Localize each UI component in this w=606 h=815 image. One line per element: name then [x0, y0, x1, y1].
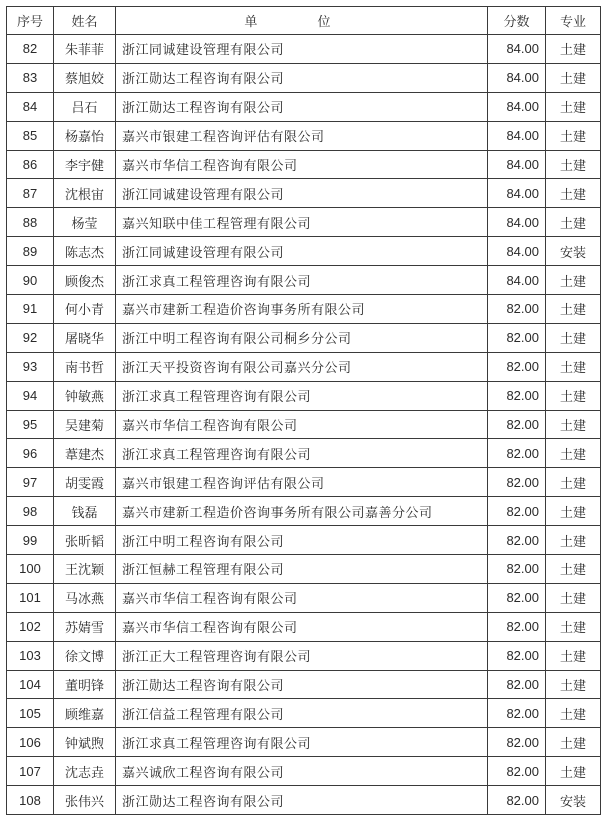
row-major: 土建	[546, 555, 601, 584]
row-num: 103	[7, 641, 54, 670]
score-list-sheet	[6, 6, 600, 810]
row-unit: 浙江恒赫工程管理有限公司	[116, 555, 488, 584]
table-row	[7, 786, 601, 815]
row-unit: 嘉兴市银建工程咨询评估有限公司	[116, 468, 488, 497]
table-row	[7, 670, 601, 699]
table-row	[7, 121, 601, 150]
header-score: 分数	[488, 7, 546, 35]
table-row	[7, 208, 601, 237]
row-score: 82.00	[488, 497, 546, 526]
row-unit: 嘉兴市华信工程咨询有限公司	[116, 410, 488, 439]
row-major: 土建	[546, 497, 601, 526]
row-num: 106	[7, 728, 54, 757]
row-unit: 浙江勋达工程咨询有限公司	[116, 670, 488, 699]
row-score: 82.00	[488, 381, 546, 410]
score-table	[6, 6, 601, 815]
row-score: 82.00	[488, 439, 546, 468]
table-row	[7, 323, 601, 352]
row-name: 沈志垚	[54, 757, 116, 786]
row-unit: 浙江求真工程管理咨询有限公司	[116, 728, 488, 757]
row-name: 马冰燕	[54, 583, 116, 612]
row-name: 董明锋	[54, 670, 116, 699]
row-major: 土建	[546, 92, 601, 121]
table-row	[7, 612, 601, 641]
header-major: 专业	[546, 7, 601, 35]
table-row	[7, 35, 601, 64]
table-row	[7, 757, 601, 786]
row-unit: 浙江信益工程管理有限公司	[116, 699, 488, 728]
row-name: 徐文博	[54, 641, 116, 670]
row-num: 93	[7, 352, 54, 381]
table-row	[7, 352, 601, 381]
row-unit: 浙江同诚建设管理有限公司	[116, 179, 488, 208]
row-num: 91	[7, 295, 54, 324]
row-score: 82.00	[488, 323, 546, 352]
table-row	[7, 237, 601, 266]
row-num: 107	[7, 757, 54, 786]
row-score: 82.00	[488, 728, 546, 757]
row-score: 82.00	[488, 526, 546, 555]
table-row	[7, 92, 601, 121]
row-num: 83	[7, 63, 54, 92]
row-unit: 浙江中明工程咨询有限公司桐乡分公司	[116, 323, 488, 352]
table-row	[7, 641, 601, 670]
row-unit: 嘉兴知联中佳工程管理有限公司	[116, 208, 488, 237]
row-unit: 嘉兴市建新工程造价咨询事务所有限公司	[116, 295, 488, 324]
row-major: 土建	[546, 612, 601, 641]
row-name: 顾俊杰	[54, 266, 116, 295]
row-name: 葦建杰	[54, 439, 116, 468]
row-score: 82.00	[488, 786, 546, 815]
header-unit: 单 位	[116, 7, 488, 35]
row-name: 朱菲菲	[54, 35, 116, 64]
row-score: 84.00	[488, 63, 546, 92]
row-num: 90	[7, 266, 54, 295]
row-major: 土建	[546, 468, 601, 497]
row-name: 何小青	[54, 295, 116, 324]
row-major: 土建	[546, 323, 601, 352]
row-num: 82	[7, 35, 54, 64]
row-name: 钟斌煦	[54, 728, 116, 757]
row-unit: 嘉兴市华信工程咨询有限公司	[116, 612, 488, 641]
row-name: 王沈颖	[54, 555, 116, 584]
row-major: 土建	[546, 179, 601, 208]
row-name: 钟敏燕	[54, 381, 116, 410]
table-row	[7, 410, 601, 439]
row-score: 84.00	[488, 179, 546, 208]
row-num: 99	[7, 526, 54, 555]
row-major: 土建	[546, 63, 601, 92]
row-unit: 浙江同诚建设管理有限公司	[116, 35, 488, 64]
row-unit: 嘉兴市华信工程咨询有限公司	[116, 583, 488, 612]
table-row	[7, 699, 601, 728]
header-name: 姓名	[54, 7, 116, 35]
row-num: 85	[7, 121, 54, 150]
row-score: 84.00	[488, 35, 546, 64]
table-row	[7, 439, 601, 468]
table-header-row	[7, 7, 601, 35]
row-score: 82.00	[488, 295, 546, 324]
row-num: 95	[7, 410, 54, 439]
row-name: 张伟兴	[54, 786, 116, 815]
row-num: 92	[7, 323, 54, 352]
row-num: 102	[7, 612, 54, 641]
row-score: 84.00	[488, 92, 546, 121]
table-row	[7, 583, 601, 612]
row-num: 94	[7, 381, 54, 410]
row-unit: 浙江勋达工程咨询有限公司	[116, 786, 488, 815]
row-major: 土建	[546, 208, 601, 237]
row-name: 杨莹	[54, 208, 116, 237]
table-row	[7, 526, 601, 555]
row-name: 杨嘉怡	[54, 121, 116, 150]
row-num: 86	[7, 150, 54, 179]
table-body	[7, 35, 601, 815]
table-row	[7, 468, 601, 497]
row-major: 土建	[546, 583, 601, 612]
row-score: 84.00	[488, 208, 546, 237]
row-major: 土建	[546, 381, 601, 410]
row-name: 吴建菊	[54, 410, 116, 439]
row-score: 82.00	[488, 583, 546, 612]
row-num: 96	[7, 439, 54, 468]
row-unit: 嘉兴市银建工程咨询评估有限公司	[116, 121, 488, 150]
row-unit: 浙江求真工程管理咨询有限公司	[116, 381, 488, 410]
row-major: 安装	[546, 786, 601, 815]
row-unit: 浙江正大工程管理咨询有限公司	[116, 641, 488, 670]
row-score: 82.00	[488, 612, 546, 641]
table-row	[7, 179, 601, 208]
row-score: 84.00	[488, 121, 546, 150]
row-name: 陈志杰	[54, 237, 116, 266]
row-unit: 嘉兴市华信工程咨询有限公司	[116, 150, 488, 179]
row-num: 84	[7, 92, 54, 121]
row-score: 82.00	[488, 555, 546, 584]
row-score: 82.00	[488, 410, 546, 439]
row-score: 82.00	[488, 670, 546, 699]
row-name: 蔡旭姣	[54, 63, 116, 92]
table-row	[7, 150, 601, 179]
row-num: 108	[7, 786, 54, 815]
table-row	[7, 497, 601, 526]
row-score: 82.00	[488, 757, 546, 786]
row-name: 胡雯霞	[54, 468, 116, 497]
row-major: 土建	[546, 526, 601, 555]
row-major: 土建	[546, 439, 601, 468]
row-score: 84.00	[488, 266, 546, 295]
row-score: 84.00	[488, 150, 546, 179]
table-row	[7, 63, 601, 92]
row-name: 李宇健	[54, 150, 116, 179]
row-score: 82.00	[488, 352, 546, 381]
row-name: 沈根宙	[54, 179, 116, 208]
row-score: 84.00	[488, 237, 546, 266]
header-num: 序号	[7, 7, 54, 35]
row-unit: 浙江天平投资咨询有限公司嘉兴分公司	[116, 352, 488, 381]
table-row	[7, 295, 601, 324]
row-unit: 浙江勋达工程咨询有限公司	[116, 92, 488, 121]
row-major: 土建	[546, 757, 601, 786]
row-unit: 浙江同诚建设管理有限公司	[116, 237, 488, 266]
row-name: 南书哲	[54, 352, 116, 381]
row-num: 98	[7, 497, 54, 526]
row-major: 土建	[546, 295, 601, 324]
row-num: 105	[7, 699, 54, 728]
row-num: 89	[7, 237, 54, 266]
row-name: 吕石	[54, 92, 116, 121]
row-num: 88	[7, 208, 54, 237]
row-major: 土建	[546, 352, 601, 381]
table-row	[7, 381, 601, 410]
row-major: 土建	[546, 670, 601, 699]
row-major: 土建	[546, 699, 601, 728]
row-major: 土建	[546, 35, 601, 64]
row-score: 82.00	[488, 641, 546, 670]
row-unit: 浙江勋达工程咨询有限公司	[116, 63, 488, 92]
row-score: 82.00	[488, 468, 546, 497]
table-row	[7, 555, 601, 584]
row-unit: 嘉兴市建新工程造价咨询事务所有限公司嘉善分公司	[116, 497, 488, 526]
row-unit: 浙江求真工程管理咨询有限公司	[116, 266, 488, 295]
row-major: 土建	[546, 121, 601, 150]
row-major: 安装	[546, 237, 601, 266]
row-num: 87	[7, 179, 54, 208]
row-major: 土建	[546, 728, 601, 757]
row-major: 土建	[546, 150, 601, 179]
row-name: 顾维嘉	[54, 699, 116, 728]
row-name: 苏婧雪	[54, 612, 116, 641]
row-num: 104	[7, 670, 54, 699]
row-unit: 嘉兴诚欣工程咨询有限公司	[116, 757, 488, 786]
row-major: 土建	[546, 410, 601, 439]
row-num: 97	[7, 468, 54, 497]
row-major: 土建	[546, 641, 601, 670]
row-score: 82.00	[488, 699, 546, 728]
row-num: 101	[7, 583, 54, 612]
row-unit: 浙江中明工程咨询有限公司	[116, 526, 488, 555]
row-name: 张昕韬	[54, 526, 116, 555]
row-name: 钱磊	[54, 497, 116, 526]
table-row	[7, 266, 601, 295]
row-num: 100	[7, 555, 54, 584]
table-row	[7, 728, 601, 757]
row-name: 屠晓华	[54, 323, 116, 352]
row-unit: 浙江求真工程管理咨询有限公司	[116, 439, 488, 468]
row-major: 土建	[546, 266, 601, 295]
